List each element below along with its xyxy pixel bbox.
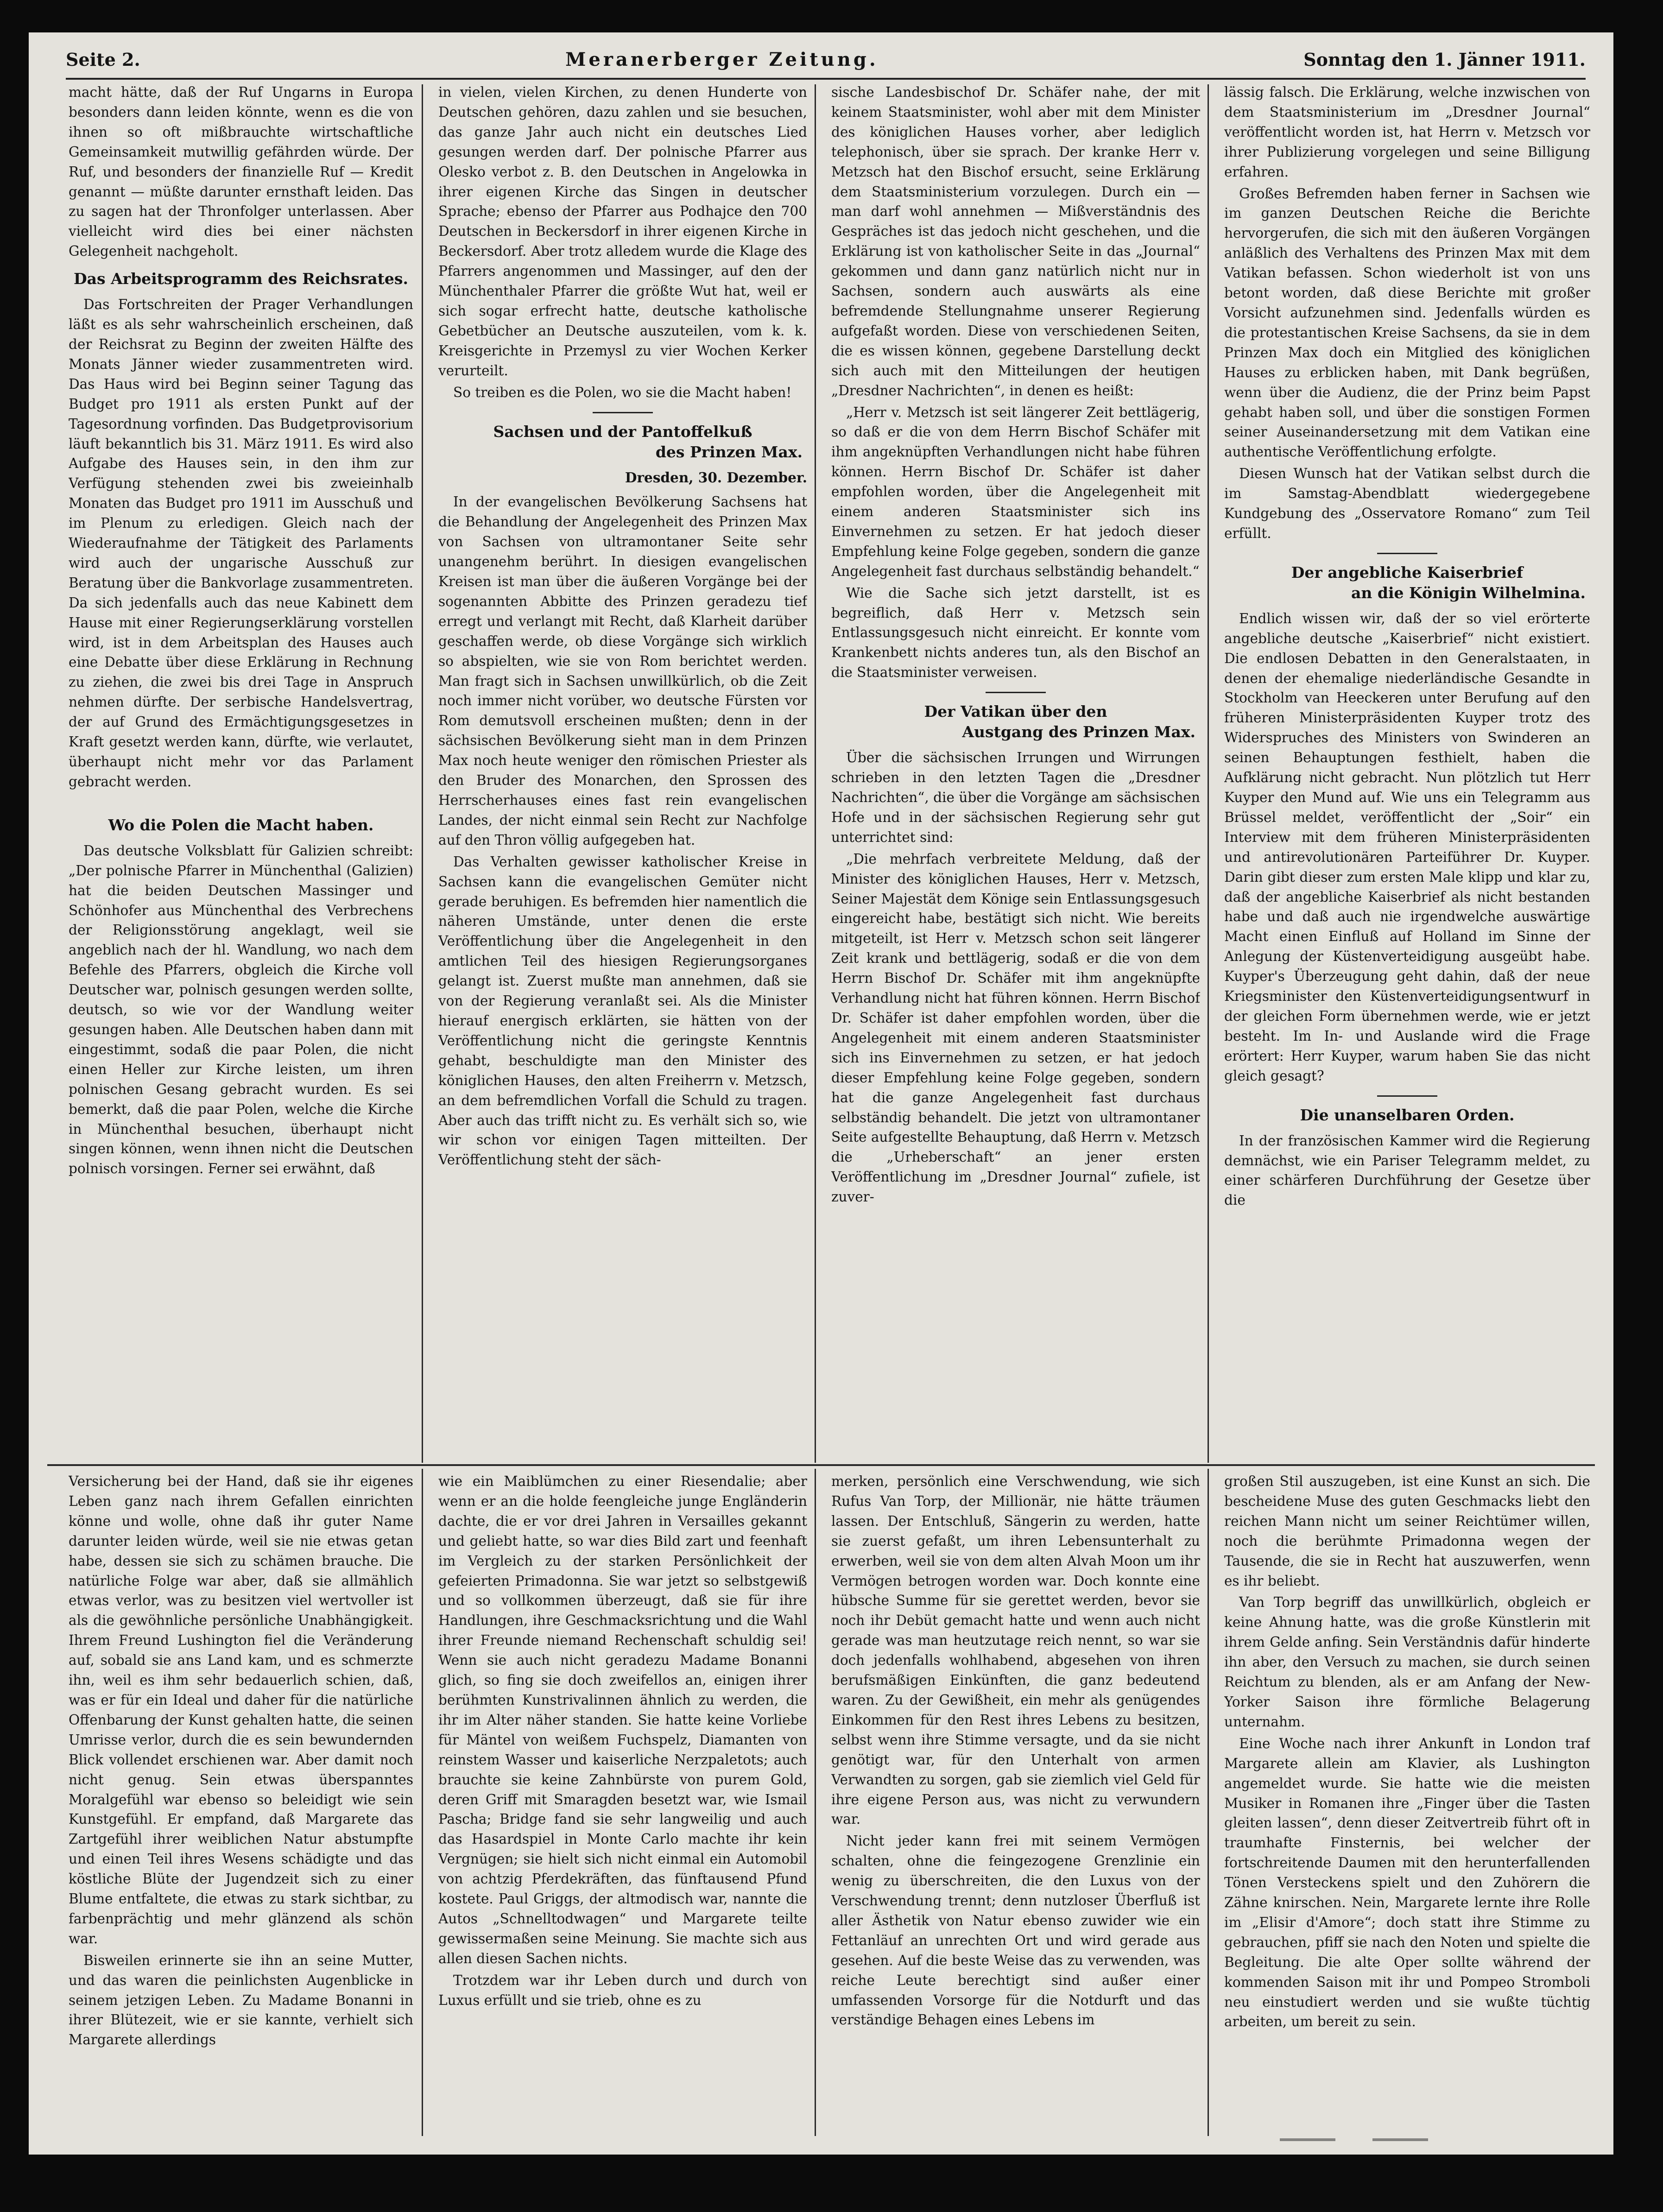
feuilleton-rule — [47, 1464, 1595, 1466]
article-heading — [438, 422, 807, 462]
print-speck — [1372, 2138, 1428, 2141]
masthead: Meranerberger Zeitung. — [565, 48, 879, 70]
column-rule — [422, 84, 423, 1463]
feuilleton-column-1 — [69, 1472, 413, 2139]
heading-line: Der Vatikan über den — [924, 702, 1107, 721]
column-rule — [1208, 84, 1209, 1463]
heading-line: Austgang des Prinzen Max. — [962, 723, 1195, 741]
paragraph: Eine Woche nach ihrer Ankunft in London traf Margarete allein am Klavier, als Lushington angemeldet wurde. Sie hatte wie die meisten Musiker in Romanen ihre „Finger über die Tasten gleiten lassen“, denn dieser Zeitvertreib führt oft in traumhafte Finsternis, bei welcher der fortschreitende Daumen mit den herunterfallenden Tönen Versteckens spielt und den Zuhörern die Zähne knirschen. Nein, Margarete lernte ihre Rolle im „Elisir d'Amore“; doch statt ihre Stimme zu gebrauchen, pfiff sie nach den Noten und spielte die Begleitung. Die alte Oper sollte während der kommenden Saison mit ihr und Pompeo Stromboli neu einstudiert werden und sie wußte tüchtig arbeiten, um bereit zu sein. — [1224, 1735, 1590, 2030]
dateline: Dresden, 30. Dezember. — [625, 469, 807, 486]
paragraph: in vielen, vielen Kirchen, zu denen Hunderte von Deutschen gehören, dazu zahlen und sie besuchen, das ganze Jahr auch nicht ein deutsches Lied gesungen werden darf. Der polnische Pfarrer aus Olesko verbot z. B. den Deutschen in Angelowka in ihrer eigenen Kirche das Singen in deutscher Sprache; ebenso der Pfarrer aus Podhajce den 700 Deutschen in Beckersdorf in ihrer eigenen Kirche in Beckersdorf. Aber trotz alledem wurde die Klage des Pfarrers angenommen und Massinger, auf den der Münchenthaler Pfarrer die größte Wut hat, weil er sich sogar erfrecht hatte, deutsche katholische Gebetbücher an Deutsche auszuteilen, vom k. k. Kreisgerichte in Przemysl zu vier Wochen Kerker verurteilt. — [438, 84, 807, 379]
column-rule — [1208, 1469, 1209, 2136]
paragraph: merken, persönlich eine Verschwendung, wie sich Rufus Van Torp, der Millionär, nie hätte träumen lassen. Der Entschluß, Sängerin zu werden, hatte sie zuerst gefaßt, um ihren Lebensunterhalt zu erwerben, weil sie von dem alten Alvah Moon um ihr Vermögen betrogen worden war. Doch konnte eine hübsche Summe für sie gerettet werden, bevor sie noch ihr Debüt gemacht hatte und wenn auch nicht gerade was man heutzutage reich nennt, so war sie doch jedenfalls wohlhabend, abgesehen von ihren berufsmäßigen Einkünften, die ganz bedeutend waren. Zu der Gewißheit, ein mehr als genügendes Einkommen für den Rest ihres Lebens zu besitzen, selbst wenn ihre Stimme versagte, und da sie nicht genötigt war, für den Unterhalt von armen Verwandten zu sorgen, gab sie ziemlich viel Geld für ihre eigene Person aus, was nicht zu verwundern war. — [831, 1473, 1200, 1827]
paragraph: „Herr v. Metzsch ist seit längerer Zeit bettlägerig, so daß er die von dem Herrn Bischof Schäfer mit ihm angeknüpften Verhandlungen nicht habe führen können. Herrn Bischof Dr. Schäfer ist daher empfohlen worden, über die Angelegenheit mit einem anderen Staatsminister sich ins Einvernehmen zu setzen. Er hat jedoch dieser Empfehlung keine Folge gegeben, sondern die ganze Angelegenheit fast durchaus selbständig behandelt.“ — [831, 404, 1200, 579]
page-number: Seite 2. — [66, 49, 140, 70]
column-rule — [815, 84, 816, 1463]
paragraph: So treiben es die Polen, wo sie die Macht haben! — [453, 384, 792, 400]
paragraph: Das Verhalten gewisser katholischer Kreise in Sachsen kann die evangelischen Gemüter nicht gerade beruhigen. Es befremden hier namentlich die näheren Umstände, unter denen die erste Veröffentlichung über die Angelegenheit in den amtlichen Teil des hiesigen Regierungsorganes gelangt ist. Zuerst mußte man annehmen, daß sie von der Regierung veranlaßt sei. Als die Minister hierauf energisch erklärten, sie hätten von der Veröffentlichung nicht die geringste Kenntnis gehabt, beschuldigte man den Minister des königlichen Hauses, den alten Freiherrn v. Metzsch, an dem befremdlichen Vorfall die Schuld zu tragen. Aber auch das trifft nicht zu. Es verhält sich so, wie wir schon vor einigen Tagen mitteilten. Der Veröffentlichung steht der säch- — [438, 853, 807, 1168]
paragraph: lässig falsch. Die Erklärung, welche inzwischen von dem Staatsministerium im „Dresdner Journal“ veröffentlicht worden ist, hat Herrn v. Metzsch vor ihrer Publizierung vorgelegen und seine Billigung erfahren. — [1224, 84, 1590, 180]
section-divider — [1377, 553, 1437, 554]
paragraph: Das Fortschreiten der Prager Verhandlungen läßt es als sehr wahrscheinlich erscheinen, daß der Reichsrat zu Beginn der zweiten Hälfte des Monats Jänner wieder zusammentreten wird. Das Haus wird bei Beginn seiner Tagung das Budget pro 1911 als ersten Punkt auf der Tagesordnung vorfinden. Das Budgetprovisorium läuft bekanntlich bis 31. März 1911. Es wird also Aufgabe des Hauses sein, in den ihm zur Verfügung stehenden zwei bis zweieinhalb Monaten das Budget pro 1911 im Ausschuß und im Plenum zu erledigen. Gleich nach der Wiederaufnahme der Tätigkeit des Parlaments wird auch der ungarische Ausschuß zur Beratung über die Bankvorlage zusammentreten. Da sich jedenfalls auch das neue Kabinett dem Hause mit einer Regierungserklärung vorstellen wird, ist in dem Arbeitsplan des Hauses auch eine Debatte über diese Erklärung in Rechnung zu ziehen, die zwei bis drei Tage in Anspruch nehmen dürfte. Der serbische Handelsvertrag, der auf Grund des Ermächtigungsgesetzes in Kraft gesetzt werden kann, dürfte, wie verlautet, überhaupt nicht mehr vor das Parlament gebracht werden. — [69, 297, 413, 790]
column-rule — [815, 1469, 816, 2136]
heading-line: des Prinzen Max. — [655, 442, 803, 461]
heading-line: an die Königin Wilhelmina. — [1351, 583, 1586, 602]
column-3 — [831, 82, 1200, 1461]
article-heading — [1224, 562, 1590, 603]
paragraph: Nicht jeder kann frei mit seinem Vermögen schalten, ohne die feingezogene Grenzlinie ein wenig zu überschreiten, die den Luxus von der Verschwendung trennt; denn nutzloser Überfluß ist aller Ästhetik von Natur ebenso zuwider wie ein Fettanläuf an unrechten Ort und wird gerade aus gesehen. Auf die beste Weise das zu verwenden, was reiche Leute berechtigt sind außer einer umfassenden Vorsorge für die Notdurft und das verständige Behagen eines Lebens im — [831, 1833, 1200, 2028]
feuilleton-column-3 — [831, 1472, 1200, 2139]
heading-line: Der angebliche Kaiserbrief — [1291, 563, 1524, 581]
paragraph: Endlich wissen wir, daß der so viel erörterte angebliche deutsche „Kaiserbrief“ nicht existiert. Die endlosen Debatten in den Generalstaaten, in denen der ehemalige niederländische Gesandte in Stockholm van Heeckeren unter Berufung auf den früheren Ministerpräsidenten Kuyper trotz des Widerspruches des Ministers von Swinderen an seinen Behauptungen festhielt, haben die Aufklärung nicht gebracht. Nun plötzlich tut Herr Kuyper den Mund auf. Wie uns ein Telegramm aus Brüssel meldet, veröffentlicht der „Soir“ ein Interview mit dem früheren Ministerpräsidenten und antirevolutionären Parteiführer Dr. Kuyper. Darin gibt dieser zum ersten Male klipp und klar zu, daß der angebliche Kaiserbrief als nicht bestanden habe und daß auch nie irgendwelche auswärtige Macht einen Einfluß auf Holland im Sinne der Anlegung der Küstenverteidigung ausgeübt habe. Kuyper's Überzeugung geht dahin, daß der neue Kriegsminister den Küstenverteidigungsentwurf in der gleichen Form übernehmen werde, wie er jetzt besteht. Im In- und Auslande wird die Frage erörtert: Herr Kuyper, warum haben Sie das nicht gleich gesagt? — [1224, 610, 1590, 1084]
section-divider — [593, 412, 653, 413]
feuilleton-column-2 — [438, 1472, 807, 2139]
paragraph: Großes Befremden haben ferner in Sachsen wie im ganzen Deutschen Reiche die Berichte hervorgerufen, die sich mit den äußeren Vorgängen anläßlich des Verhaltens des Prinzen Max mit dem Vatikan befassen. Schon wiederholt ist von uns betont worden, daß diese Berichte mit großer Vorsicht aufzunehmen sind. Jedenfalls würden es die protestantischen Kreise Sachsens, da sie in dem Prinzen Max doch ein Mitglied des königlichen Hauses zu erblicken haben, mit Dank begrüßen, wenn über die Audienz, die der Prinz beim Papst gehabt haben soll, und über die sonstigen Formen seiner Auseinandersetzung mit dem Vatikan eine authentische Veröffentlichung erfolgte. — [1224, 185, 1590, 460]
paragraph: Über die sächsischen Irrungen und Wirrungen schrieben in den letzten Tagen die „Dresdner Nachrichten“, die über die Vorgänge am sächsischen Hofe und in der sächsischen Regierung sehr gut unterrichtet sind: — [831, 750, 1200, 845]
paragraph: Das deutsche Volksblatt für Galizien schreibt: „Der polnische Pfarrer in Münchenthal (Galizien) hat die beiden Deutschen Massinger und Schönhofer aus Münchenthal des Verbrechens der Religionsstörung angeklagt, weil sie angeblich nach der hl. Wandlung, wo nach dem Befehle des Pfarrers, obgleich die Kirche voll Deutscher war, polnisch gesungen werden sollte, deutsch, so wie vor der Wandlung weiter gesungen haben. Alle Deutschen haben dann mit eingestimmt, sodaß die paar Polen, die nicht einen Heller zur Kirche leisten, um ihren polnischen Gesang gebracht wurden. Es sei bemerkt, daß die paar Polen, welche die Kirche in Münchenthal besuchen, überhaupt nicht singen können, wenn ihnen nicht die Deutschen polnisch vorsingen. Ferner sei erwähnt, daß — [69, 842, 413, 1177]
column-rule — [422, 1469, 423, 2136]
paragraph: wie ein Maiblümchen zu einer Riesendalie; aber wenn er an die holde feengleiche junge Engländerin dachte, die er vor drei Jahren in Versailles gekannt und geliebt hatte, so war dies Bild zart und feenhaft im Vergleich zu der starken Persönlichkeit der gefeierten Primadonna. Sie war jetzt so selbstgewiß und so vollkommen überzeugt, daß sie für ihre Handlungen, ihre Geschmacksrichtung und die Wahl ihrer Freunde niemand Rechenschaft schuldig sei! Wenn sie auch nicht geradezu Madame Bonanni glich, so fing sie doch zweifellos an, einigen ihrer berühmten Kunstrivalinnen ähnlich zu werden, die ihr im Alter näher standen. Sie hatte keine Vorliebe für Mäntel von weißem Fuchspelz, Diamanten von reinstem Wasser und kaiserliche Nerzpaletots; auch brauchte sie keine Zahnbürste von purem Gold, deren Griff mit Smaragden besetzt war, wie Ismail Pascha; Bridge fand sie sehr langweilig und auch das Hasardspiel in Monte Carlo machte ihr kein Vergnügen; sie hielt sich nicht einmal ein Automobil von achtzig Pferdekräften, das fünftausend Pfund kostete. Paul Griggs, der altmodisch war, nannte die Autos „Schnelltodwagen“ und Margarete teilte gewissermaßen seine Meinung. Sie machte sich aus allen diesen Sachen nichts. — [438, 1473, 807, 1966]
article-heading: Die unanselbaren Orden. — [1300, 1106, 1515, 1124]
paragraph: macht hätte, daß der Ruf Ungarns in Europa besonders dann leiden könnte, wenn es die von ihnen so oft mißbrauchte wirtschaftliche Gemeinsamkeit mutwillig gefährden würde. Der Ruf, und besonders der finanzielle Ruf — Kredit genannt — müßte darunter ernsthaft leiden. Das zu sagen hat der Thronfolger unterlassen. Aber vielleicht wird dies bei einer nächsten Gelegenheit nachgeholt. — [69, 84, 413, 259]
paragraph: „Die mehrfach verbreitete Meldung, daß der Minister des königlichen Hauses, Herr v. Metzsch, Seiner Majestät dem Könige sein Entlassungsgesuch eingereicht habe, bestätigt sich nicht. Wie bereits mitgeteilt, ist Herr v. Metzsch schon seit längerer Zeit krank und bettlägerig, sodaß er die von dem Herrn Bischof Dr. Schäfer mit ihm angeknüpfte Verhandlung nicht hat führen können. Herrn Bischof Dr. Schäfer ist daher empfohlen worden, über die Angelegenheit mit einem anderen Staatsminister sich ins Einvernehmen zu setzen, er hat jedoch dieser Empfehlung keine Folge gegeben, sondern hat die ganze Angelegenheit fast durchaus selbständig behandelt. Die jetzt von ultramontaner Seite aufgestellte Behauptung, daß Herrn v. Metzsch die „Urheberschaft“ an jener ersten Veröffentlichung im „Dresdner Journal“ zufiele, ist zuver- — [831, 851, 1200, 1205]
column-2 — [438, 82, 807, 1461]
article-heading: Das Arbeitsprogramm des Reichsrates. — [74, 270, 408, 288]
paragraph: Wie die Sache sich jetzt darstellt, ist es begreiflich, daß Herr v. Metzsch sein Entlassungsgesuch nicht einreicht. Er konnte vom Krankenbett nichts anderes tun, als den Bischof an die Staatsminister verweisen. — [831, 585, 1200, 681]
issue-date: Sonntag den 1. Jänner 1911. — [1303, 49, 1586, 70]
section-divider — [1377, 1095, 1437, 1097]
column-1 — [69, 82, 413, 1461]
paragraph: Diesen Wunsch hat der Vatikan selbst durch die im Samstag-Abendblatt wiedergegebene Kundgebung des „Osservatore Romano“ zum Teil erfüllt. — [1224, 466, 1590, 541]
article-heading: Wo die Polen die Macht haben. — [108, 815, 374, 834]
page-header — [66, 41, 1586, 80]
paragraph: Versicherung bei der Hand, daß sie ihr eigenes Leben ganz nach ihrem Gefallen einrichten könne und wolle, ohne daß ihr guter Name darunter leiden würde, weil sie nie etwas getan habe, dessen sie sich zu schämen brauche. Die natürliche Folge war aber, daß sie allmählich etwas verlor, was zu besitzen viel wertvoller ist als die gewöhnliche persönliche Unabhängigkeit. Ihrem Freund Lushington fiel die Veränderung auf, sobald sie ans Land kam, und es schmerzte ihn, weil es ihm sehr bedauerlich schien, daß, was er für ein Ideal und daher für die natürliche Offenbarung der Kunst gehalten hatte, die seinen Umrisse verlor, durch die es sein bewundernden Blick vollendet erschienen war. Aber damit noch nicht genug. Sein etwas überspanntes Moralgefühl war ebenso so beleidigt wie sein Kunstgefühl. Er empfand, daß Margarete das Zartgefühl ihrer weiblichen Natur abstumpfte und einen Teil ihres Wesens schädigte und das köstliche Blüte der Jugendzeit sich zu einer Blume entfaltete, die etwas zu stark sichtbar, zu farbenprächtig und mehr glänzend als schön war. — [69, 1473, 413, 1947]
paragraph: sische Landesbischof Dr. Schäfer nahe, der mit keinem Staatsminister, wohl aber mit dem Minister des königlichen Hauses vorher, aber lediglich telephonisch, über sie sprach. Der kranke Herr v. Metzsch hat den Bischof ersucht, seine Erklärung dem Staatsministerium vorzulegen. Durch ein — man darf wohl annehmen — Mißverständnis des Gespräches ist das jedoch nicht geschehen, und die Erklärung ist von katholischer Seite in das „Journal“ gekommen und dann ganz natürlich nicht nur in Sachsen, sondern auch auswärts als eine befremdende Stellungnahme unserer Regierung aufgefaßt worden. Diese von verschiedenen Seiten, die es wissen können, gegebene Darstellung deckt sich auch mit den Mitteilungen der heutigen „Dresdner Nachrichten“, in denen es heißt: — [831, 84, 1200, 398]
heading-line: Sachsen und der Pantoffelkuß — [493, 422, 752, 441]
paragraph: Bisweilen erinnerte sie ihn an seine Mutter, und das waren die peinlichsten Augenblicke in seinem jetzigen Leben. Zu Madame Bonanni in ihrer Blütezeit, wie er sie kannte, verhielt sich Margarete allerdings — [69, 1952, 413, 2048]
paragraph: In der evangelischen Bevölkerung Sachsens hat die Behandlung der Angelegenheit des Prinzen Max von Sachsen von ultramontaner Seite sehr unangenehm berührt. In diesigen evangelischen Kreisen ist man über die äußeren Vorgänge bei der sogenannten Abbitte des Prinzen geradezu tief erregt und verlangt mit Recht, daß Klarheit darüber geschaffen werde, ob diese Vorgänge sich wirklich so abspielten, wie sie von Rom berichtet werden. Man fragt sich in Sachsen unwillkürlich, ob die Zeit noch immer nicht vorüber, wo deutsche Fürsten vor Rom demutsvoll erscheinen mußten; denn in der sächsischen Bevölkerung sieht man in dem Prinzen Max noch heute weniger den römischen Priester als den Bruder des Monarchen, den Sprossen des Herrscherhauses eines fast rein evangelischen Landes, der nicht einmal sein Recht zur Nachfolge auf den Thron völlig aufgegeben hat. — [438, 494, 807, 848]
feuilleton-column-4 — [1224, 1472, 1590, 2139]
paragraph: Van Torp begriff das unwillkürlich, obgleich er keine Ahnung hatte, was die große Künstlerin mit ihrem Gelde anfing. Sein Verständnis dafür hinderte ihn aber, den Versuch zu machen, sie durch seinen Reichtum zu blenden, als er am Anfang der New-Yorker Saison ihre förmliche Belagerung unternahm. — [1224, 1594, 1590, 1730]
paragraph: Trotzdem war ihr Leben durch und durch von Luxus erfüllt und sie trieb, ohne es zu — [438, 1972, 807, 2008]
paragraph: großen Stil auszugeben, ist eine Kunst an sich. Die bescheidene Muse des guten Geschmacks liebt den reichen Mann nicht um seiner Reichtümer willen, noch die berühmte Primadonna wegen der Tausende, die sie in Recht hat auszuwerfen, wenn es ihr beliebt. — [1224, 1473, 1590, 1589]
paragraph: In der französischen Kammer wird die Regierung demnächst, wie ein Pariser Telegramm meldet, zu einer schärferen Durchführung der Gesetze über die — [1224, 1132, 1590, 1208]
newspaper-page — [29, 32, 1613, 2155]
article-heading — [831, 702, 1200, 742]
section-divider — [986, 692, 1046, 693]
column-4 — [1224, 82, 1590, 1461]
print-speck — [1280, 2138, 1335, 2141]
